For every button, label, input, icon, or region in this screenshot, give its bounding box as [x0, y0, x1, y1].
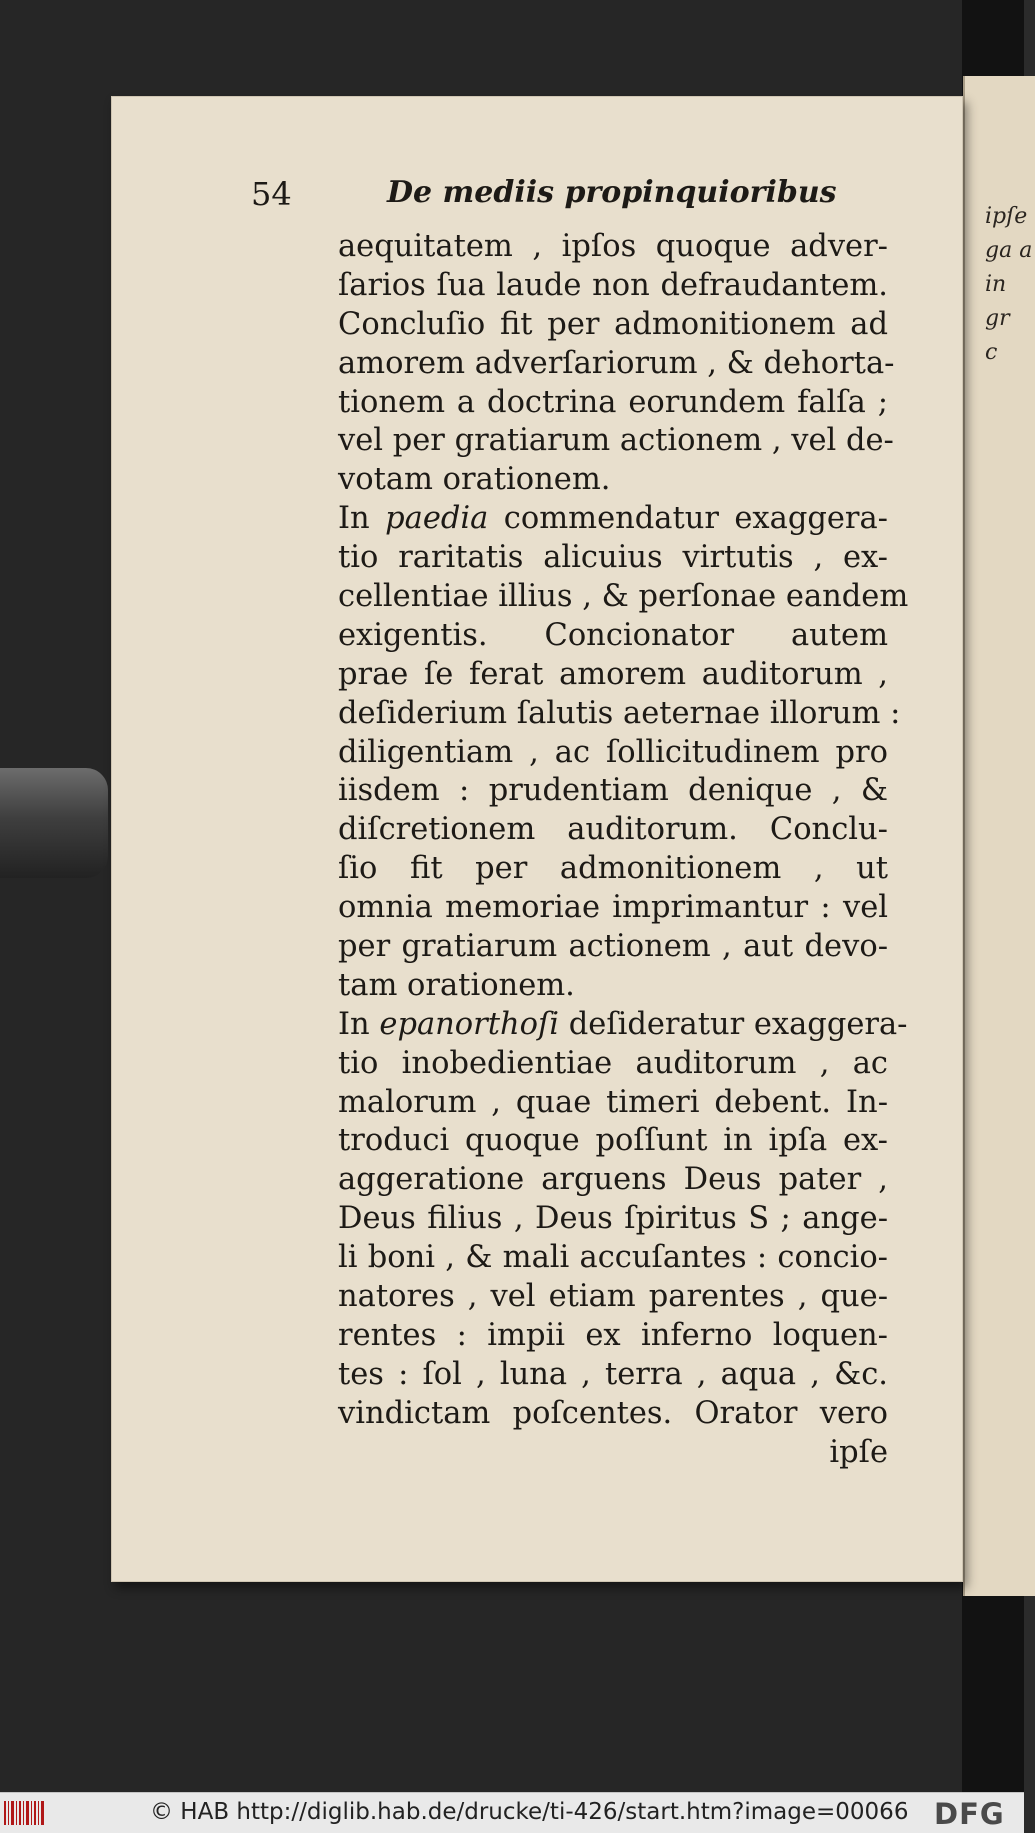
text-line — [338, 500, 888, 539]
source-link[interactable]: © HAB http://diglib.hab.de/drucke/ti-426/start.htm?image=00066 — [150, 1799, 909, 1825]
text-line: tio raritatis alicuius virtutis , ex- — [338, 540, 888, 576]
text-line: votam orationem. — [338, 462, 611, 498]
adjacent-page-text: ipſe ga in gr c — [985, 204, 1028, 365]
page-body-text — [338, 228, 909, 1473]
text-line: tam orationem. — [338, 967, 575, 1003]
barcode-icon — [4, 1801, 46, 1825]
text-line-part: commendatur exaggera- — [488, 501, 888, 537]
text-line: iisdem : prudentiam denique , & — [338, 773, 888, 809]
page-clip — [0, 768, 108, 878]
text-line: prae ſe ferat amorem auditorum , — [338, 656, 888, 692]
text-line: ſarios ſua laude non defraudantem. — [338, 267, 888, 303]
text-line: rentes : impii ex inferno loquen- — [338, 1317, 888, 1353]
page-number: 54 — [251, 175, 292, 213]
text-line — [338, 1006, 908, 1045]
running-title: De mediis propinquioribus — [387, 175, 837, 210]
text-line: li boni , & mali accuſantes : concio- — [338, 1240, 888, 1276]
text-line: exigentis. Concionator autem — [338, 617, 888, 653]
text-line: cellentiae illius , & perſonae eandem — [338, 579, 909, 615]
text-line: aggeratione arguens Deus pater , — [338, 1162, 888, 1198]
dfg-logo: DFG — [934, 1797, 1005, 1831]
text-line: diligentiam , ac ſollicitudinem pro — [338, 734, 888, 770]
text-line: per gratiarum actionem , aut devo- — [338, 929, 888, 965]
text-line: vindictam poſcentes. Orator vero — [338, 1395, 888, 1431]
text-line: natores , vel etiam parentes , que- — [338, 1279, 888, 1315]
text-line: Deus filius , Deus ſpiritus S ; ange- — [338, 1201, 888, 1237]
text-line: tionem a doctrina eorundem falſa ; — [338, 384, 888, 420]
text-line: diſcretionem auditorum. Conclu- — [338, 812, 888, 848]
text-line: ipſe — [829, 1434, 888, 1470]
running-head — [251, 175, 891, 225]
text-line: tes : ſol , luna , terra , aqua , &c. — [338, 1356, 888, 1392]
text-line: omnia memoriae imprimantur : vel — [338, 890, 888, 926]
text-line: troduci quoque poſſunt in ipſa ex- — [338, 1123, 888, 1159]
text-line: Concluſio fit per admonitionem ad — [338, 306, 888, 342]
text-line-part: In — [338, 1006, 380, 1042]
text-line: vel per gratiarum actionem , vel de- — [338, 423, 894, 459]
text-line: tio inobedientiae auditorum , ac — [338, 1045, 888, 1081]
text-line-part: In — [338, 501, 386, 537]
text-line-part: deſideratur exaggera- — [559, 1006, 908, 1042]
text-line: aequitatem , ipſos quoque adver- — [338, 229, 888, 264]
text-line: amorem adverſariorum , & dehorta- — [338, 345, 895, 381]
text-line: deſiderium ſalutis aeternae illorum : — [338, 695, 901, 731]
italic-term: epanorthoſi — [379, 1006, 560, 1042]
text-line: ſio fit per admonitionem , ut — [338, 851, 888, 887]
italic-term: paedia — [385, 501, 489, 537]
viewer-footer — [0, 1792, 1024, 1833]
text-line: malorum , quae timeri debent. In- — [338, 1084, 888, 1120]
